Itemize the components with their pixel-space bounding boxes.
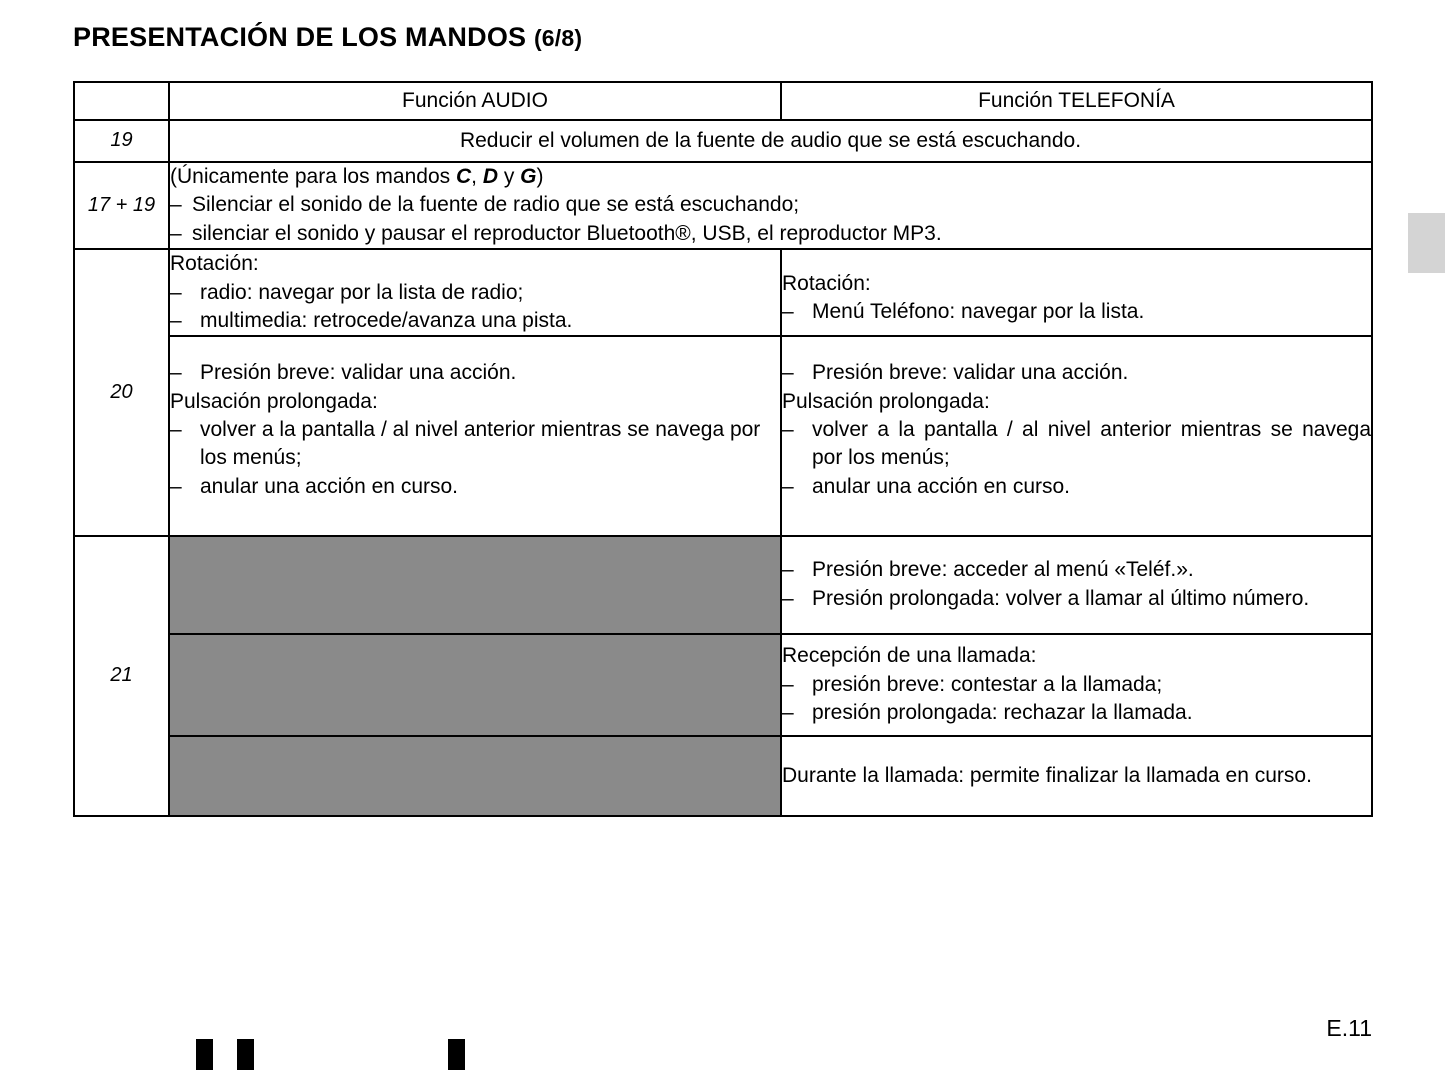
list-item bbox=[170, 279, 780, 307]
long-press-title: Pulsación prolongada: bbox=[170, 389, 378, 413]
row-17-19-line2-text: Silenciar el sonido de la fuente de radio que se está escuchando; bbox=[192, 193, 800, 217]
row-19-description: Reducir el volumen de la fuente de audio que se está escuchando. bbox=[169, 120, 1372, 162]
table-row bbox=[74, 536, 1372, 634]
row-17-19-line1-prefix: (Únicamente para los mandos bbox=[170, 164, 456, 188]
row-number-17-19: 17 + 19 bbox=[74, 162, 169, 249]
list-item-text: radio: navegar por la lista de radio; bbox=[200, 280, 524, 304]
row-21-audio-empty-1 bbox=[169, 536, 781, 634]
dash-bullet-icon: – bbox=[782, 701, 794, 725]
control-label-g: G bbox=[520, 164, 537, 188]
list-item-text: volver a la pantalla / al nivel anterior mientras se navega por los menús; bbox=[812, 418, 1371, 470]
list-item bbox=[170, 359, 780, 387]
row-21-telephony-block-3: Durante la llamada: permite finalizar la llamada en curso. bbox=[781, 736, 1372, 816]
page-title-main: PRESENTACIÓN DE LOS MANDOS bbox=[73, 22, 527, 52]
list-item bbox=[782, 416, 1371, 471]
page-title bbox=[73, 22, 582, 53]
list-item bbox=[170, 307, 780, 335]
dash-bullet-icon: – bbox=[170, 474, 182, 498]
row-17-19-line3-text: silenciar el sonido y pausar el reproductor Bluetooth®, USB, el reproductor MP3. bbox=[192, 222, 942, 246]
row-20-audio-rotation bbox=[169, 249, 781, 336]
list-item-text: presión breve: contestar a la llamada; bbox=[812, 672, 1163, 696]
dash-bullet-icon: – bbox=[170, 222, 182, 246]
registration-mark-3 bbox=[448, 1039, 465, 1070]
page-number: E.11 bbox=[1326, 1015, 1372, 1041]
long-press-title: Pulsación prolongada: bbox=[782, 389, 990, 413]
dash-bullet-icon: – bbox=[782, 672, 794, 696]
dash-bullet-icon: – bbox=[782, 558, 794, 582]
list-item bbox=[170, 473, 780, 501]
registration-marks bbox=[0, 1034, 1445, 1070]
dash-bullet-icon: – bbox=[782, 361, 794, 385]
dash-bullet-icon: – bbox=[170, 280, 182, 304]
row-21-telephony-block-2 bbox=[781, 634, 1372, 736]
list-item-text: anular una acción en curso. bbox=[812, 474, 1070, 498]
table-row bbox=[74, 120, 1372, 162]
list-item bbox=[782, 699, 1371, 727]
section-edge-tab bbox=[1408, 213, 1445, 273]
header-telephony: Función TELEFONÍA bbox=[781, 82, 1372, 120]
row-21-audio-empty-3 bbox=[169, 736, 781, 816]
row-17-19-line1-suffix: ) bbox=[536, 164, 544, 188]
list-item-text: anular una acción en curso. bbox=[200, 474, 458, 498]
table-row bbox=[74, 336, 1372, 536]
list-item-text: Presión breve: acceder al menú «Teléf.». bbox=[812, 558, 1194, 582]
row-number-19: 19 bbox=[74, 120, 169, 162]
controls-function-table bbox=[73, 81, 1373, 817]
dash-bullet-icon: – bbox=[170, 193, 182, 217]
dash-bullet-icon: – bbox=[170, 309, 182, 333]
header-audio: Función AUDIO bbox=[169, 82, 781, 120]
list-item-text: Presión breve: validar una acción. bbox=[200, 361, 517, 385]
control-label-c: C bbox=[455, 164, 472, 188]
list-item bbox=[782, 556, 1371, 584]
table-row bbox=[74, 162, 1372, 249]
row-17-19-line-2 bbox=[170, 191, 1371, 219]
row-number-20: 20 bbox=[74, 249, 169, 536]
row-21-audio-empty-2 bbox=[169, 634, 781, 736]
dash-bullet-icon: – bbox=[782, 587, 794, 611]
dash-bullet-icon: – bbox=[782, 300, 794, 324]
row-20-telephony-press bbox=[781, 336, 1372, 536]
control-label-d: D bbox=[482, 164, 498, 188]
list-item bbox=[782, 585, 1371, 613]
list-item-text: Presión prolongada: volver a llamar al último número. bbox=[812, 587, 1310, 611]
incoming-call-title: Recepción de una llamada: bbox=[782, 644, 1037, 668]
list-item-text: Menú Teléfono: navegar por la lista. bbox=[812, 300, 1145, 324]
list-item-text: presión prolongada: rechazar la llamada. bbox=[812, 701, 1193, 725]
list-item bbox=[782, 359, 1371, 387]
rotation-title: Rotación: bbox=[170, 251, 259, 275]
page-title-pagination: (6/8) bbox=[533, 25, 583, 51]
row-20-audio-press bbox=[169, 336, 781, 536]
list-item-text: Presión breve: validar una acción. bbox=[812, 361, 1129, 385]
row-number-21: 21 bbox=[74, 536, 169, 816]
list-item bbox=[782, 473, 1371, 501]
dash-bullet-icon: – bbox=[782, 418, 794, 442]
list-item-text: multimedia: retrocede/avanza una pista. bbox=[200, 309, 573, 333]
table-row bbox=[74, 736, 1372, 816]
list-item bbox=[782, 671, 1371, 699]
row-17-19-description bbox=[169, 162, 1372, 249]
row-17-19-line-1 bbox=[170, 163, 1371, 191]
table-row bbox=[74, 249, 1372, 336]
header-number-blank bbox=[74, 82, 169, 120]
list-item bbox=[782, 298, 1371, 326]
rotation-title: Rotación: bbox=[782, 271, 871, 295]
row-17-19-sep-1: , bbox=[471, 164, 483, 188]
row-17-19-sep-2: y bbox=[498, 164, 521, 188]
dash-bullet-icon: – bbox=[170, 361, 182, 385]
table-row bbox=[74, 634, 1372, 736]
list-item bbox=[170, 416, 780, 471]
list-item-text: volver a la pantalla / al nivel anterior mientras se navega por los menús; bbox=[200, 418, 761, 470]
registration-mark-1 bbox=[196, 1039, 213, 1070]
row-17-19-line-3 bbox=[170, 220, 1371, 248]
row-20-telephony-rotation bbox=[781, 249, 1372, 336]
dash-bullet-icon: – bbox=[170, 418, 182, 442]
rotation-block bbox=[782, 259, 1371, 326]
registration-mark-2 bbox=[237, 1039, 254, 1070]
row-21-telephony-block-1 bbox=[781, 536, 1372, 634]
dash-bullet-icon: – bbox=[782, 474, 794, 498]
table-header-row bbox=[74, 82, 1372, 120]
